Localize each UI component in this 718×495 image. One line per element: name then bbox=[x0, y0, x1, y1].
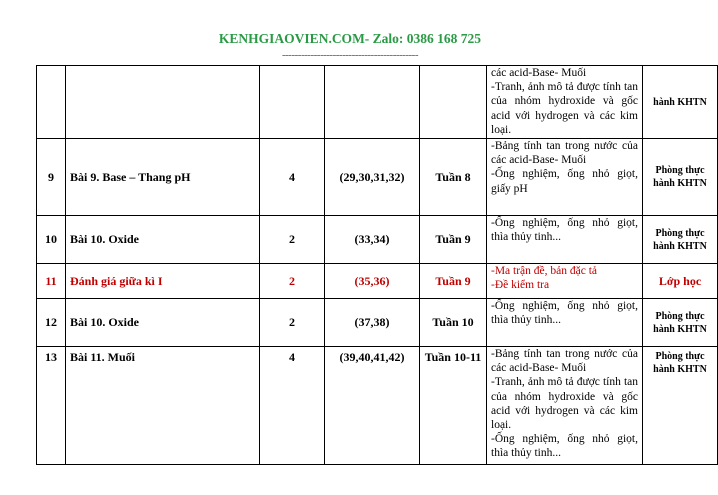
row-number: 11 bbox=[37, 264, 66, 299]
period-count bbox=[260, 66, 325, 139]
site-header: KENHGIAOVIEN.COM- Zalo: 0386 168 725 bbox=[218, 31, 482, 46]
row-number: 9 bbox=[37, 139, 66, 216]
header-rule: ------------------------------------------- bbox=[281, 49, 418, 61]
table-row bbox=[37, 347, 718, 465]
table-row bbox=[37, 66, 718, 139]
equipment-line: -Ống nghiệm, ống nhỏ giọt, thìa thủy tinh... bbox=[491, 300, 638, 327]
lesson-name: Bài 10. Oxide bbox=[66, 216, 260, 264]
place: hành KHTN bbox=[643, 66, 718, 139]
period-count: 2 bbox=[260, 299, 325, 347]
row-number: 12 bbox=[37, 299, 66, 347]
lesson-name bbox=[66, 66, 260, 139]
lesson-periods: (37,38) bbox=[325, 299, 420, 347]
lesson-periods: (39,40,41,42) bbox=[325, 347, 420, 465]
row-number: 10 bbox=[37, 216, 66, 264]
equipment-line: -Bảng tính tan trong nước của các acid-Base- Muối bbox=[491, 348, 638, 375]
row-number: 13 bbox=[37, 347, 66, 465]
period-count: 4 bbox=[260, 347, 325, 465]
table-row bbox=[37, 139, 718, 216]
week: Tuần 10 bbox=[420, 299, 487, 347]
place: Phòng thực hành KHTN bbox=[643, 347, 718, 465]
place: Phòng thực hành KHTN bbox=[643, 139, 718, 216]
lesson-periods: (35,36) bbox=[325, 264, 420, 299]
equipment bbox=[487, 66, 643, 139]
equipment bbox=[487, 139, 643, 216]
lesson-periods bbox=[325, 66, 420, 139]
week: Tuần 10-11 bbox=[420, 347, 487, 465]
table-row bbox=[37, 216, 718, 264]
place: Lớp học bbox=[643, 264, 718, 299]
equipment-line: -Tranh, ảnh mô tả được tính tan của nhóm hydroxide và gốc acid với hydrogen và các kim loại. bbox=[491, 81, 638, 136]
equipment bbox=[487, 216, 643, 264]
period-count: 2 bbox=[260, 264, 325, 299]
equipment bbox=[487, 347, 643, 465]
equipment bbox=[487, 299, 643, 347]
week: Tuần 9 bbox=[420, 264, 487, 299]
equipment-line: -Bảng tính tan trong nước của các acid-Base- Muối bbox=[491, 140, 638, 167]
equipment bbox=[487, 264, 643, 299]
curriculum-table bbox=[36, 65, 718, 465]
lesson-name: Bài 11. Muối bbox=[66, 347, 260, 465]
table-row bbox=[37, 299, 718, 347]
lesson-name: Bài 10. Oxide bbox=[66, 299, 260, 347]
place: Phòng thực hành KHTN bbox=[643, 216, 718, 264]
lesson-name: Đánh giá giữa kì I bbox=[66, 264, 260, 299]
lesson-periods: (33,34) bbox=[325, 216, 420, 264]
equipment-line: -Ma trận đề, bản đặc tả bbox=[491, 265, 598, 277]
equipment-line: -Đề kiểm tra bbox=[491, 279, 550, 292]
equipment-line: -Tranh, ảnh mô tả được tính tan của nhóm hydroxide và gốc acid với hydrogen và các kim loại. bbox=[491, 376, 638, 432]
week: Tuần 8 bbox=[420, 139, 487, 216]
table-row bbox=[37, 264, 718, 299]
week: Tuần 9 bbox=[420, 216, 487, 264]
lesson-periods: (29,30,31,32) bbox=[325, 139, 420, 216]
equipment-line: -Ống nghiệm, ống nhỏ giọt, thìa thủy tinh... bbox=[491, 217, 638, 244]
period-count: 4 bbox=[260, 139, 325, 216]
equipment-line: -Ống nghiệm, ống nhỏ giọt, giấy pH bbox=[491, 168, 638, 195]
row-number bbox=[37, 66, 66, 139]
lesson-name: Bài 9. Base – Thang pH bbox=[66, 139, 260, 216]
place: Phòng thực hành KHTN bbox=[643, 299, 718, 347]
week bbox=[420, 66, 487, 139]
equipment-line: -Ống nghiệm, ống nhỏ giọt, thìa thủy tinh... bbox=[491, 433, 638, 460]
equipment-line: các acid-Base- Muối bbox=[491, 67, 587, 79]
period-count: 2 bbox=[260, 216, 325, 264]
